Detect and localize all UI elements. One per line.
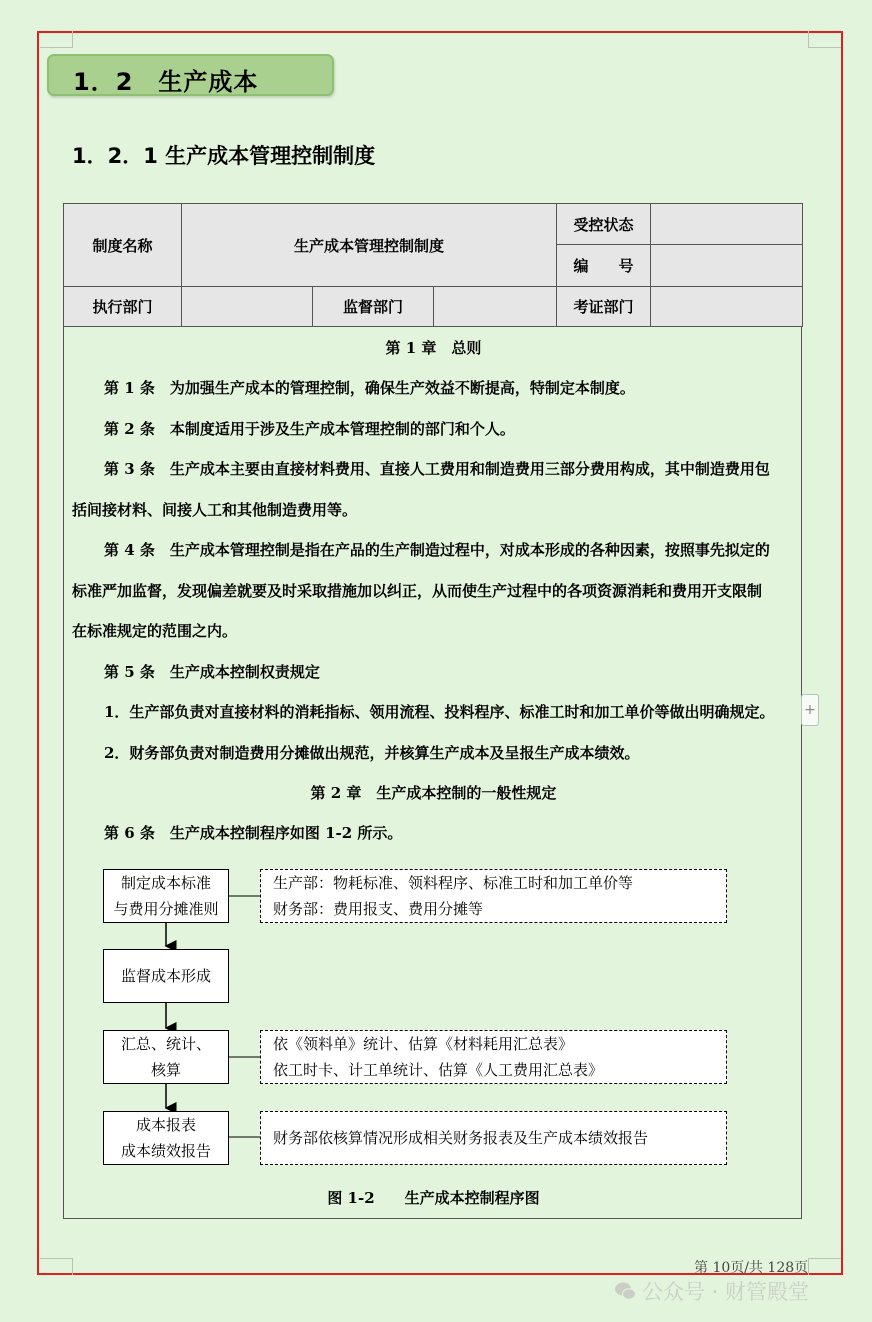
status-label-cell: 受控状态	[557, 204, 651, 245]
article-2: 第 2 条 本制度适用于涉及生产成本管理控制的部门和个人。	[104, 420, 515, 438]
watermark-text: 公众号 · 财管殿堂	[642, 1280, 810, 1304]
flow-step-3-line-2: 核算	[150, 1061, 181, 1079]
article-5-item-2: 2．财务部负责对制造费用分摊做出规范，并核算生产成本及呈报生产成本绩效。	[104, 744, 640, 762]
article-6: 第 6 条 生产成本控制程序如图 1-2 所示。	[104, 824, 403, 842]
article-5: 第 5 条 生产成本控制权责规定	[104, 663, 320, 681]
section-heading-box	[47, 54, 334, 96]
section-title: 1．2 生产成本	[73, 68, 259, 96]
verify-dept-value-cell	[651, 287, 803, 327]
flow-step-1-line-2: 与费用分摊准则	[113, 900, 219, 918]
flow-note-report	[260, 1111, 727, 1165]
document-body	[63, 326, 802, 1219]
figure-caption: 图 1-2 生产成本控制程序图	[327, 1189, 540, 1207]
add-button[interactable]: +	[801, 694, 819, 726]
article-4-line-1: 第 4 条 生产成本管理控制是指在产品的生产制造过程中，对成本形成的各种因素，按照事先拟定的	[104, 541, 770, 559]
flow-step-4-line-1: 成本报表	[135, 1116, 196, 1134]
flow-step-monitor-cost	[103, 949, 229, 1003]
crop-mark-top-right	[808, 31, 841, 48]
document-info-table	[63, 203, 803, 327]
subsection-title: 1．2．1 生产成本管理控制制度	[72, 144, 376, 168]
number-label-cell: 编 号	[557, 245, 651, 287]
article-5-item-1: 1．生产部负责对直接材料的消耗指标、领用流程、投料程序、标准工时和加工单价等做出明确规定。	[104, 703, 775, 721]
flow-note-3-line-1: 依《领料单》统计、估算《材料耗用汇总表》	[273, 1035, 574, 1053]
flow-step-3-line-1: 汇总、统计、	[120, 1035, 211, 1053]
watermark	[614, 1276, 809, 1306]
status-value-cell	[651, 204, 803, 245]
supervise-dept-value-cell	[434, 287, 557, 327]
chapter-2-heading: 第 2 章 生产成本控制的一般性规定	[310, 784, 557, 802]
flow-note-1-line-1: 生产部：物耗标准、领料程序、标准工时和加工单价等	[273, 874, 634, 892]
article-3-line-2: 括间接材料、间接人工和其他制造费用等。	[72, 501, 358, 519]
article-1: 第 1 条 为加强生产成本的管理控制，确保生产效益不断提高，特制定本制度。	[104, 379, 635, 397]
flow-step-4-line-2: 成本绩效报告	[120, 1142, 211, 1160]
name-value-cell: 生产成本管理控制制度	[182, 204, 557, 287]
flow-step-set-standards	[103, 869, 229, 923]
flow-note-3-line-2: 依工时卡、计工单统计、估算《人工费用汇总表》	[273, 1061, 604, 1079]
flow-note-1-line-2: 财务部：费用报支、费用分摊等	[273, 900, 484, 918]
flow-step-2-line-1: 监督成本形成	[120, 967, 211, 985]
flow-step-summarize	[103, 1030, 229, 1084]
article-3-line-1: 第 3 条 生产成本主要由直接材料费用、直接人工费用和制造费用三部分费用构成，其中制造费用包	[104, 460, 770, 478]
flow-note-summarize	[260, 1030, 727, 1084]
wechat-icon	[614, 1280, 636, 1302]
flow-note-4-line-1: 财务部依核算情况形成相关财务报表及生产成本绩效报告	[273, 1129, 649, 1147]
number-value-cell	[651, 245, 803, 287]
exec-dept-label-cell: 执行部门	[64, 287, 182, 327]
page-number: 第 10页/共 128页	[694, 1260, 809, 1276]
crop-mark-bottom-right	[808, 1258, 841, 1275]
crop-mark-top-left	[40, 31, 73, 48]
flow-step-1-line-1: 制定成本标准	[120, 874, 211, 892]
supervise-dept-label-cell: 监督部门	[313, 287, 434, 327]
article-4-line-2: 标准严加监督，发现偏差就要及时采取措施加以纠正，从而使生产过程中的各项资源消耗和费用开支限制	[72, 582, 763, 600]
exec-dept-value-cell	[182, 287, 313, 327]
chapter-1-heading: 第 1 章 总则	[385, 339, 482, 357]
flow-step-cost-report	[103, 1111, 229, 1165]
name-label-cell: 制度名称	[64, 204, 182, 287]
article-4-line-3: 在标准规定的范围之内。	[72, 622, 238, 640]
flow-note-standards	[260, 869, 727, 923]
verify-dept-label-cell: 考证部门	[557, 287, 651, 327]
crop-mark-bottom-left	[40, 1258, 73, 1275]
